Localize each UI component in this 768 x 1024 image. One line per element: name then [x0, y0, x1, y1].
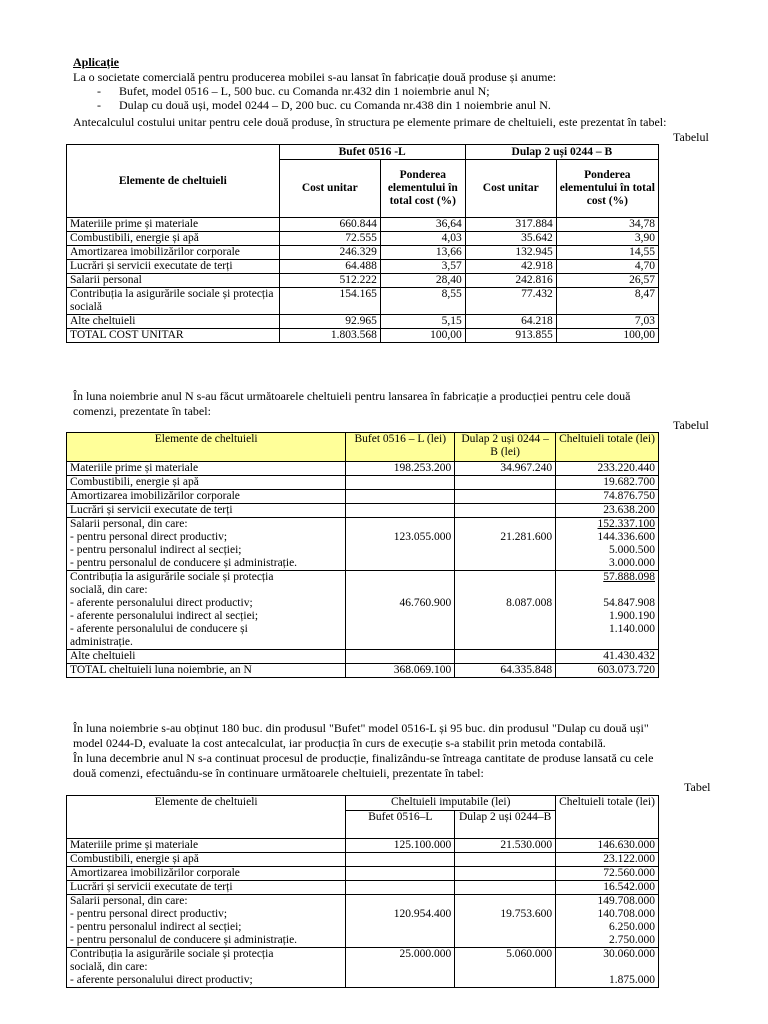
table-row: Lucrări și servicii executate de terți 64.488 3,57 42.918 4,70 [67, 260, 659, 274]
bullet-dash: - [97, 98, 101, 112]
header-elemente: Elemente de cheltuieli [67, 145, 280, 218]
table-row-contributii: Contribuția la asigurările sociale și protecția socială, din care: - aferente personalului direct productiv; - aferente personalului indirect al secției; - aferente personalului de conducere și administrație. 46.760.900 8.087.008 57.888.098 54.847.908 1.900.190 1.140.000 [67, 571, 659, 650]
table-row: Amortizarea imobilizărilor corporale 72.560.000 [67, 867, 659, 881]
header-cost-unitar: Cost unitar [465, 160, 556, 218]
header-cost-unitar: Cost unitar [279, 160, 380, 218]
header-elemente: Elemente de cheltuieli [67, 433, 346, 462]
page-title: Aplicație [73, 55, 119, 69]
intro-line: Antecalculul costului unitar pentru cele două produse, în structura pe elemente primare de cheltuieli, este prezentat în tabel: [73, 115, 667, 129]
table-row: Alte cheltuieli 92.965 5,15 64.218 7,03 [67, 315, 659, 329]
header-pondere: Ponderea elementului în total cost (%) [380, 160, 465, 218]
table-row: Combustibili, energie și apă 72.555 4,03 35.642 3,90 [67, 232, 659, 246]
header-bufet: Bufet 0516 – L (lei) [346, 433, 455, 462]
header-pondere: Ponderea elementului în total cost (%) [556, 160, 658, 218]
header-total: Cheltuieli totale (lei) [556, 433, 659, 462]
table-label: Tabel [684, 780, 711, 794]
cost-table-3 [66, 795, 659, 988]
table-label: Tabelul [673, 130, 709, 144]
table-row: Alte cheltuieli 41.430.432 [67, 650, 659, 664]
bullet-item: Bufet, model 0516 – L, 500 buc. cu Comanda nr.432 din 1 noiembrie anul N; [119, 84, 490, 98]
table-row-salarii: Salarii personal, din care: - pentru personal direct productiv; - pentru personalul indirect al secției; - pentru personalul de conducere și administrație. 120.954.400 19.753.600 149.708.000 140.708.000 6.250.000 2.750.000 [67, 895, 659, 948]
paragraph-line: model 0244-D, evaluate la cost antecalculat, iar producția în curs de execuție s-a stabilit prin metoda contabilă. [73, 736, 606, 750]
header-imputabile: Cheltuieli imputabile (lei) [346, 796, 556, 811]
paragraph-line: comenzi, prezentate în tabel: [73, 404, 211, 418]
table-row-total: TOTAL COST UNITAR 1.803.568 100,00 913.855 100,00 [67, 329, 659, 343]
table-row-salarii: Salarii personal, din care: - pentru personal direct productiv; - pentru personalul indirect al secției; - pentru personalul de conducere și administrație. 123.055.000 21.281.600 152.337.100 144.336.600 5.000.500 3.000.000 [67, 518, 659, 571]
paragraph-line: două comenzi, efectuându-se în continuare următoarele cheltuieli, prezentate în tabel: [73, 766, 484, 780]
cost-table-2 [66, 432, 659, 678]
cost-table-1 [66, 144, 659, 343]
table-row: Materiile prime și materiale 660.844 36,64 317.884 34,78 [67, 218, 659, 232]
bullet-dash: - [97, 84, 101, 98]
header-elemente: Elemente de cheltuieli [67, 796, 346, 839]
table-row: Contribuția la asigurările sociale și protecția socială 154.165 8,55 77.432 8,47 [67, 288, 659, 315]
table-row: Amortizarea imobilizărilor corporale 74.876.750 [67, 490, 659, 504]
header-total: Cheltuieli totale (lei) [556, 796, 659, 839]
header-dulap: Dulap 2 uși 0244–B [455, 811, 556, 839]
paragraph-line: În luna noiembrie anul N s-au făcut următoarele cheltuieli pentru lansarea în fabricație a producției pentru cele două [73, 389, 631, 403]
header-dulap: Dulap 2 uși 0244 – B [465, 145, 658, 160]
table-row: Combustibili, energie și apă 23.122.000 [67, 853, 659, 867]
table-row-contributii: Contribuția la asigurările sociale și protecția socială, din care: - aferente personalului direct productiv; 25.000.000 5.060.000 30.060.000 1.875.000 [67, 948, 659, 988]
table-row: Lucrări și servicii executate de terți 23.638.200 [67, 504, 659, 518]
paragraph-line: În luna noiembrie s-au obținut 180 buc. din produsul "Bufet" model 0516-L și 95 buc. din produsul "Dulap cu două uși" [73, 721, 649, 735]
table-row: Materiile prime și materiale 198.253.200 34.967.240 233.220.440 [67, 462, 659, 476]
table-row: Materiile prime și materiale 125.100.000 21.530.000 146.630.000 [67, 839, 659, 853]
table-row: Amortizarea imobilizărilor corporale 246.329 13,66 132.945 14,55 [67, 246, 659, 260]
table-label: Tabelul [673, 418, 709, 432]
table-row: Combustibili, energie și apă 19.682.700 [67, 476, 659, 490]
table-row: Salarii personal 512.222 28,40 242.816 26,57 [67, 274, 659, 288]
paragraph-line: În luna decembrie anul N s-a continuat procesul de producție, finalizându-se întreaga cantitate de produse lansată cu cele [73, 751, 654, 765]
intro-line: La o societate comercială pentru producerea mobilei s-au lansat în fabricație două produse și anume: [73, 70, 557, 84]
header-bufet: Bufet 0516 -L [279, 145, 465, 160]
header-bufet: Bufet 0516–L [346, 811, 455, 839]
header-dulap: Dulap 2 uși 0244 – B (lei) [455, 433, 556, 462]
table-row: Lucrări și servicii executate de terți 16.542.000 [67, 881, 659, 895]
table-row-total: TOTAL cheltuieli luna noiembrie, an N 368.069.100 64.335.848 603.073.720 [67, 664, 659, 678]
bullet-item: Dulap cu două uși, model 0244 – D, 200 buc. cu Comanda nr.438 din 1 noiembrie anul N. [119, 98, 551, 112]
